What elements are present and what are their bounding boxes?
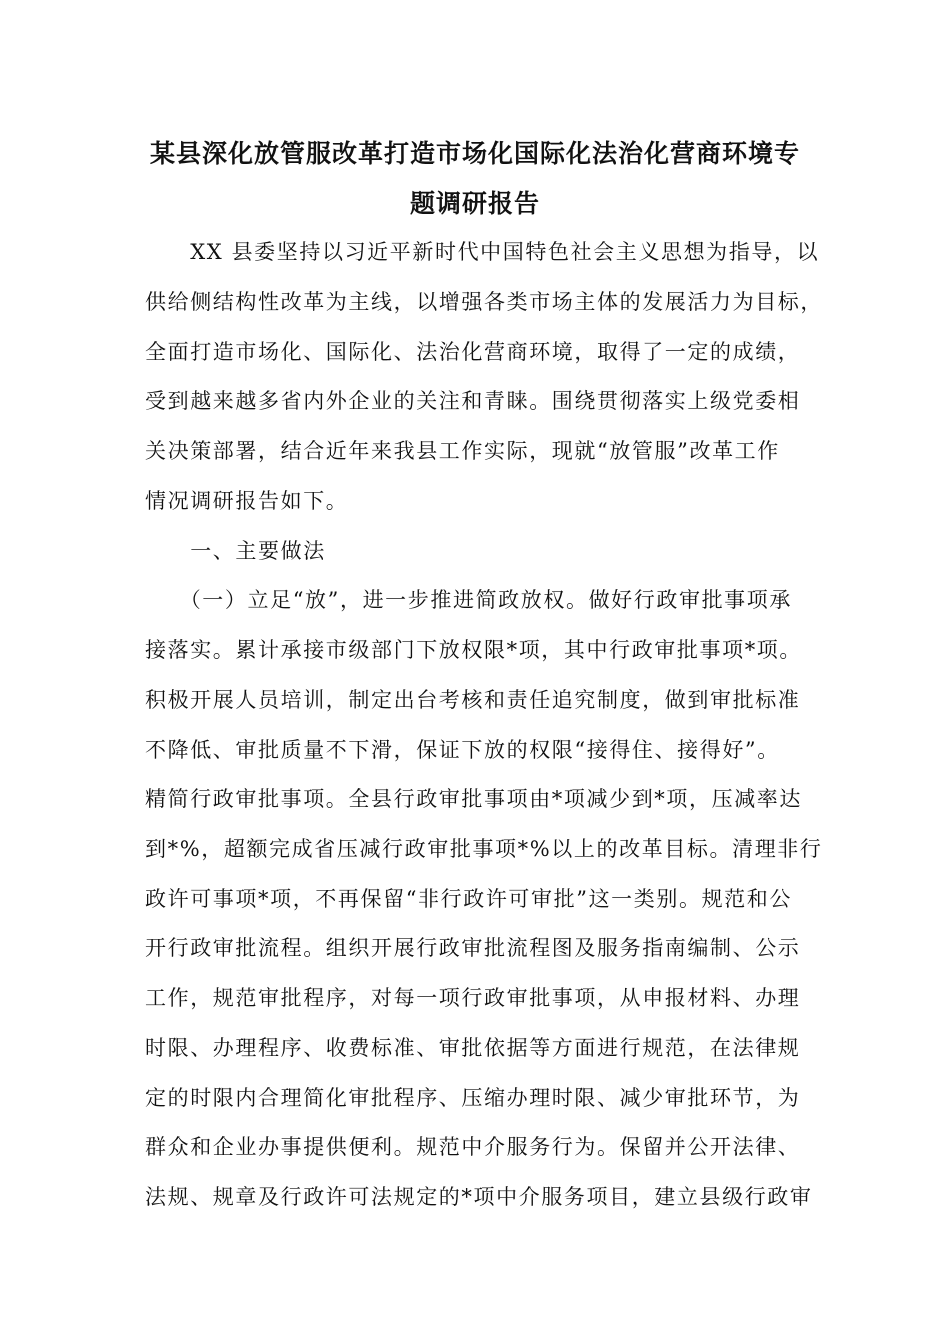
body-line: 时限、办理程序、收费标准、审批依据等方面进行规范，在法律规 — [145, 1036, 801, 1060]
body-line: 开行政审批流程。组织开展行政审批流程图及服务指南编制、公示 — [145, 936, 801, 960]
body-line: 定的时限内合理简化审批程序、压缩办理时限、减少审批环节，为 — [145, 1086, 801, 1110]
body-line: 受到越来越多省内外企业的关注和青睐。围绕贯彻落实上级党委相 — [145, 389, 801, 413]
body-line: 全面打造市场化、国际化、法治化营商环境，取得了一定的成绩， — [145, 340, 801, 364]
body-line: 供给侧结构性改革为主线，以增强各类市场主体的发展活力为目标， — [145, 290, 823, 314]
document-title-line-1: 某县深化放管服改革打造市场化国际化法治化营商环境专 — [149, 139, 800, 168]
body-line: 政许可事项*项，不再保留“非行政许可审批”这一类别。规范和公 — [145, 887, 792, 911]
section-heading: 一、主要做法 — [145, 539, 326, 563]
document-title-line-2: 题调研报告 — [409, 189, 540, 218]
body-line: （一）立足“放”，进一步推进简政放权。做好行政审批事项承 — [145, 588, 792, 612]
body-line: 积极开展人员培训，制定出台考核和责任追究制度，做到审批标准 — [145, 688, 801, 712]
body-line: 不降低、审批质量不下滑，保证下放的权限“接得住、接得好”。 — [145, 738, 780, 762]
body-line: 关决策部署，结合近年来我县工作实际，现就“放管服”改革工作 — [145, 439, 780, 463]
body-line: 工作，规范审批程序，对每一项行政审批事项，从申报材料、办理 — [145, 986, 801, 1010]
body-line: 情况调研报告如下。 — [145, 489, 349, 513]
body-line: XX 县委坚持以习近平新时代中国特色社会主义思想为指导，以 — [145, 240, 820, 264]
body-line: 接落实。累计承接市级部门下放权限*项，其中行政审批事项*项。 — [145, 638, 802, 662]
body-line: 群众和企业办事提供便利。规范中介服务行为。保留并公开法律、 — [145, 1135, 801, 1159]
body-line: 精简行政审批事项。全县行政审批事项由*项减少到*项，压减率达 — [145, 787, 802, 811]
body-line: 法规、规章及行政许可法规定的*项中介服务项目，建立县级行政审 — [145, 1185, 813, 1209]
body-line: 到*%，超额完成省压减行政审批事项*%以上的改革目标。清理非行 — [145, 837, 823, 861]
